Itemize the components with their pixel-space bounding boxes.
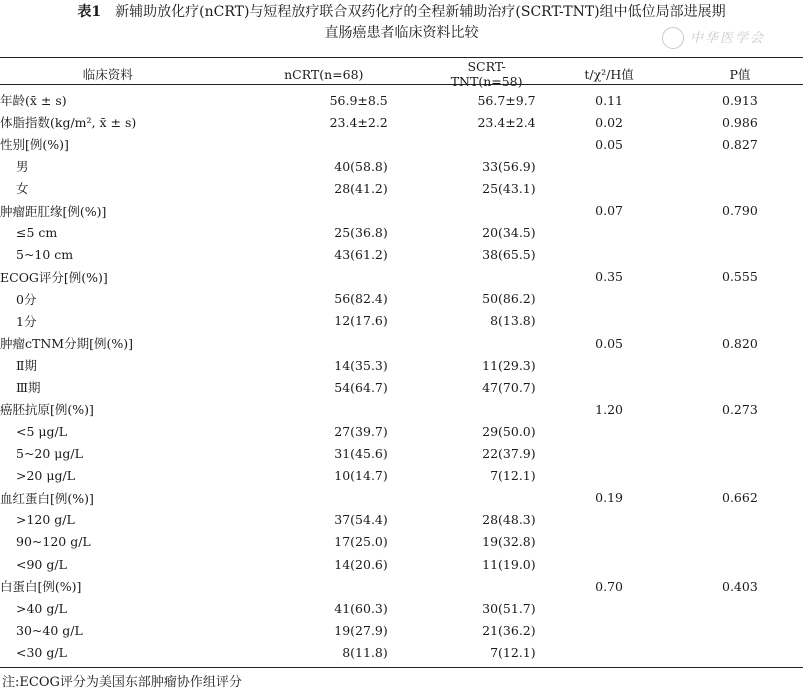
- ncrt-value-cell: [216, 531, 432, 553]
- statistic-value: [541, 641, 676, 663]
- statistic-value: [541, 597, 676, 619]
- scrt-tnt-value-cell: [432, 465, 542, 487]
- scrt-tnt-value: 11(29.3): [482, 357, 536, 373]
- ncrt-value: 41(60.3): [334, 600, 388, 616]
- statistic-value: [541, 420, 676, 442]
- ncrt-value: 28(41.2): [334, 180, 388, 196]
- ncrt-value-cell: [216, 420, 432, 442]
- table-row: [0, 155, 803, 177]
- table-row: [0, 354, 803, 376]
- statistic-value: [541, 244, 676, 266]
- statistic-value: 0.05: [595, 335, 623, 351]
- ncrt-value: 56.9±8.5: [329, 92, 388, 108]
- p-value: [677, 443, 803, 465]
- row-label: 肿瘤距肛缘[例(%)]: [0, 203, 107, 219]
- table-row: [0, 310, 803, 332]
- statistic-value: [541, 376, 676, 398]
- scrt-tnt-value: 21(36.2): [482, 622, 536, 638]
- row-label: 90~120 g/L: [16, 534, 91, 550]
- ncrt-value-cell: [216, 222, 432, 244]
- p-value: [677, 597, 803, 619]
- header-scrt-tnt: SCRT-TNT(n=58): [450, 59, 523, 89]
- ncrt-value-cell: [216, 376, 432, 398]
- ncrt-value: 23.4±2.2: [329, 114, 388, 130]
- scrt-tnt-value-cell: [432, 111, 542, 133]
- statistic-value: [541, 553, 676, 575]
- scrt-tnt-value-cell: [432, 89, 542, 111]
- header-statistic: t/χ²/H值: [584, 67, 634, 82]
- scrt-tnt-value: 7(12.1): [490, 644, 536, 660]
- scrt-tnt-value: 38(65.5): [482, 247, 536, 263]
- p-value: [677, 420, 803, 442]
- header-p-value: P值: [729, 67, 751, 82]
- ncrt-value-cell: [216, 133, 432, 155]
- scrt-tnt-value: 20(34.5): [482, 225, 536, 241]
- row-label: >20 μg/L: [16, 468, 75, 484]
- scrt-tnt-value-cell: [432, 531, 542, 553]
- ncrt-value-cell: [216, 155, 432, 177]
- statistic-value: 1.20: [595, 401, 623, 417]
- statistic-value: [541, 443, 676, 465]
- header-ncrt: nCRT(n=68): [284, 66, 364, 82]
- statistic-value: 0.07: [595, 203, 623, 219]
- p-value: 0.662: [722, 490, 758, 506]
- ncrt-value-cell: [216, 487, 432, 509]
- row-label: Ⅲ期: [16, 380, 41, 396]
- statistic-value: 0.35: [595, 269, 623, 285]
- table-row: [0, 398, 803, 420]
- p-value: [677, 465, 803, 487]
- scrt-tnt-value: 50(86.2): [482, 291, 536, 307]
- p-value: 0.820: [722, 335, 758, 351]
- row-label: 男: [16, 159, 29, 175]
- ncrt-value-cell: [216, 310, 432, 332]
- scrt-tnt-value-cell: [432, 641, 542, 663]
- ncrt-value: 37(54.4): [334, 512, 388, 528]
- ncrt-value: 17(25.0): [334, 534, 388, 550]
- row-label: 癌胚抗原[例(%)]: [0, 402, 94, 418]
- statistic-value: 0.02: [595, 114, 623, 130]
- table-row: [0, 509, 803, 531]
- ncrt-value-cell: [216, 597, 432, 619]
- ncrt-value: 25(36.8): [334, 225, 388, 241]
- ncrt-value: 54(64.7): [334, 379, 388, 395]
- ncrt-value: 19(27.9): [334, 622, 388, 638]
- statistic-value: [541, 354, 676, 376]
- ncrt-value-cell: [216, 465, 432, 487]
- row-label: 0分: [16, 291, 37, 307]
- ncrt-value-cell: [216, 575, 432, 597]
- ncrt-value-cell: [216, 288, 432, 310]
- p-value: [677, 310, 803, 332]
- ncrt-value: 31(45.6): [334, 446, 388, 462]
- clinical-data-table: [0, 59, 803, 663]
- statistic-value: 0.11: [595, 92, 623, 108]
- p-value: [677, 641, 803, 663]
- table-row: [0, 531, 803, 553]
- p-value: [677, 244, 803, 266]
- statistic-value: 0.70: [595, 578, 623, 594]
- statistic-value: 0.05: [595, 136, 623, 152]
- ncrt-value: 43(61.2): [334, 247, 388, 263]
- row-label: 30~40 g/L: [16, 622, 83, 638]
- table-row: [0, 133, 803, 155]
- p-value: [677, 155, 803, 177]
- table-row: [0, 619, 803, 641]
- p-value: [677, 376, 803, 398]
- table-caption-line2: 直肠癌患者临床资料比较: [324, 25, 479, 41]
- scrt-tnt-value: 25(43.1): [482, 180, 536, 196]
- scrt-tnt-value: 47(70.7): [482, 379, 536, 395]
- row-label: 5~20 μg/L: [16, 446, 83, 462]
- ncrt-value-cell: [216, 177, 432, 199]
- scrt-tnt-value-cell: [432, 244, 542, 266]
- row-label: ECOG评分[例(%)]: [0, 269, 108, 285]
- scrt-tnt-value-cell: [432, 509, 542, 531]
- ncrt-value-cell: [216, 111, 432, 133]
- bottom-rule: [0, 667, 803, 668]
- scrt-tnt-value: 19(32.8): [482, 534, 536, 550]
- row-label: 5~10 cm: [16, 247, 74, 263]
- p-value: [677, 354, 803, 376]
- table-caption-line1: [0, 2, 803, 22]
- scrt-tnt-value-cell: [432, 619, 542, 641]
- ncrt-value-cell: [216, 89, 432, 111]
- scrt-tnt-value: 28(48.3): [482, 512, 536, 528]
- p-value: 0.913: [722, 92, 758, 108]
- statistic-value: [541, 177, 676, 199]
- p-value: 0.790: [722, 203, 758, 219]
- ncrt-value-cell: [216, 266, 432, 288]
- ncrt-value: 14(20.6): [334, 556, 388, 572]
- row-label: 1分: [16, 313, 37, 329]
- ncrt-value-cell: [216, 354, 432, 376]
- statistic-value: [541, 465, 676, 487]
- p-value: 0.403: [722, 578, 758, 594]
- table-row: [0, 244, 803, 266]
- top-rule: [0, 57, 803, 58]
- table-footnote: 注:ECOG评分为美国东部肿瘤协作组评分: [2, 675, 242, 690]
- statistic-value: [541, 619, 676, 641]
- scrt-tnt-value-cell: [432, 155, 542, 177]
- scrt-tnt-value: 11(19.0): [482, 556, 536, 572]
- table-number-label: 表1: [77, 4, 102, 20]
- p-value: [677, 288, 803, 310]
- p-value: 0.986: [722, 114, 758, 130]
- ncrt-value-cell: [216, 244, 432, 266]
- statistic-value: [541, 222, 676, 244]
- table-row: [0, 597, 803, 619]
- scrt-tnt-value-cell: [432, 376, 542, 398]
- statistic-value: [541, 288, 676, 310]
- ncrt-value: 56(82.4): [334, 291, 388, 307]
- scrt-tnt-value-cell: [432, 288, 542, 310]
- row-label: >120 g/L: [16, 512, 75, 528]
- p-value: 0.273: [722, 401, 758, 417]
- p-value: [677, 177, 803, 199]
- scrt-tnt-value-cell: [432, 310, 542, 332]
- row-label: 血红蛋白[例(%)]: [0, 490, 94, 506]
- table-row: [0, 443, 803, 465]
- ncrt-value-cell: [216, 509, 432, 531]
- ncrt-value: 10(14.7): [334, 468, 388, 484]
- statistic-value: [541, 155, 676, 177]
- table-row: [0, 575, 803, 597]
- ncrt-value-cell: [216, 619, 432, 641]
- scrt-tnt-value-cell: [432, 597, 542, 619]
- row-label: Ⅱ期: [16, 358, 37, 374]
- table-row: [0, 641, 803, 663]
- statistic-value: [541, 310, 676, 332]
- ncrt-value: 27(39.7): [334, 423, 388, 439]
- row-label: 体脂指数(kg/m², x̄ ± s): [0, 115, 137, 131]
- scrt-tnt-value-cell: [432, 266, 542, 288]
- ncrt-value-cell: [216, 553, 432, 575]
- ncrt-value-cell: [216, 641, 432, 663]
- p-value: [677, 619, 803, 641]
- p-value: [677, 509, 803, 531]
- scrt-tnt-value-cell: [432, 332, 542, 354]
- row-label: <90 g/L: [16, 556, 67, 572]
- table-title: 新辅助放化疗(nCRT)与短程放疗联合双药化疗的全程新辅助治疗(SCRT-TNT)组中低位局部进展期: [115, 4, 726, 20]
- p-value: [677, 531, 803, 553]
- table-row: [0, 332, 803, 354]
- table-row: [0, 376, 803, 398]
- table-row: [0, 199, 803, 221]
- ncrt-value: 14(35.3): [334, 357, 388, 373]
- header-clinical-data: 临床资料: [82, 67, 133, 82]
- ncrt-value: 8(11.8): [342, 644, 388, 660]
- watermark: [662, 27, 765, 50]
- ncrt-value: 12(17.6): [334, 313, 388, 329]
- table-row: [0, 465, 803, 487]
- scrt-tnt-value-cell: [432, 575, 542, 597]
- scrt-tnt-value-cell: [432, 553, 542, 575]
- scrt-tnt-value: 30(51.7): [482, 600, 536, 616]
- row-label: 性别[例(%)]: [0, 137, 69, 153]
- scrt-tnt-value: 22(37.9): [482, 446, 536, 462]
- row-label: 女: [16, 181, 29, 197]
- table-header-row: [0, 59, 803, 89]
- row-label: 白蛋白[例(%)]: [0, 579, 82, 595]
- ncrt-value-cell: [216, 398, 432, 420]
- p-value: [677, 553, 803, 575]
- statistic-value: [541, 509, 676, 531]
- p-value: [677, 222, 803, 244]
- ncrt-value: 40(58.8): [334, 158, 388, 174]
- table-row: [0, 222, 803, 244]
- scrt-tnt-value-cell: [432, 443, 542, 465]
- ncrt-value-cell: [216, 443, 432, 465]
- statistic-value: [541, 531, 676, 553]
- table-row: [0, 177, 803, 199]
- scrt-tnt-value-cell: [432, 199, 542, 221]
- row-label: 肿瘤cTNM分期[例(%)]: [0, 336, 133, 352]
- table-row: [0, 288, 803, 310]
- row-label: <5 μg/L: [16, 423, 68, 439]
- row-label: >40 g/L: [16, 600, 67, 616]
- p-value: 0.555: [722, 269, 758, 285]
- table-row: [0, 111, 803, 133]
- scrt-tnt-value-cell: [432, 133, 542, 155]
- scrt-tnt-value-cell: [432, 398, 542, 420]
- watermark-text: 中华医学会: [690, 31, 766, 46]
- scrt-tnt-value: 7(12.1): [490, 468, 536, 484]
- p-value: 0.827: [722, 136, 758, 152]
- scrt-tnt-value-cell: [432, 177, 542, 199]
- table-row: [0, 266, 803, 288]
- scrt-tnt-value: 29(50.0): [482, 423, 536, 439]
- scrt-tnt-value: 33(56.9): [482, 158, 536, 174]
- table-row: [0, 89, 803, 111]
- statistic-value: 0.19: [595, 490, 623, 506]
- scrt-tnt-value: 56.7±9.7: [477, 92, 536, 108]
- seal-icon: [662, 27, 684, 49]
- ncrt-value-cell: [216, 199, 432, 221]
- table-row: [0, 420, 803, 442]
- table-row: [0, 487, 803, 509]
- scrt-tnt-value-cell: [432, 487, 542, 509]
- row-label: 年龄(x̄ ± s): [0, 93, 67, 109]
- scrt-tnt-value-cell: [432, 420, 542, 442]
- row-label: ≤5 cm: [16, 225, 58, 241]
- table-row: [0, 553, 803, 575]
- scrt-tnt-value: 23.4±2.4: [477, 114, 536, 130]
- row-label: <30 g/L: [16, 644, 67, 660]
- scrt-tnt-value: 8(13.8): [490, 313, 536, 329]
- ncrt-value-cell: [216, 332, 432, 354]
- scrt-tnt-value-cell: [432, 354, 542, 376]
- scrt-tnt-value-cell: [432, 222, 542, 244]
